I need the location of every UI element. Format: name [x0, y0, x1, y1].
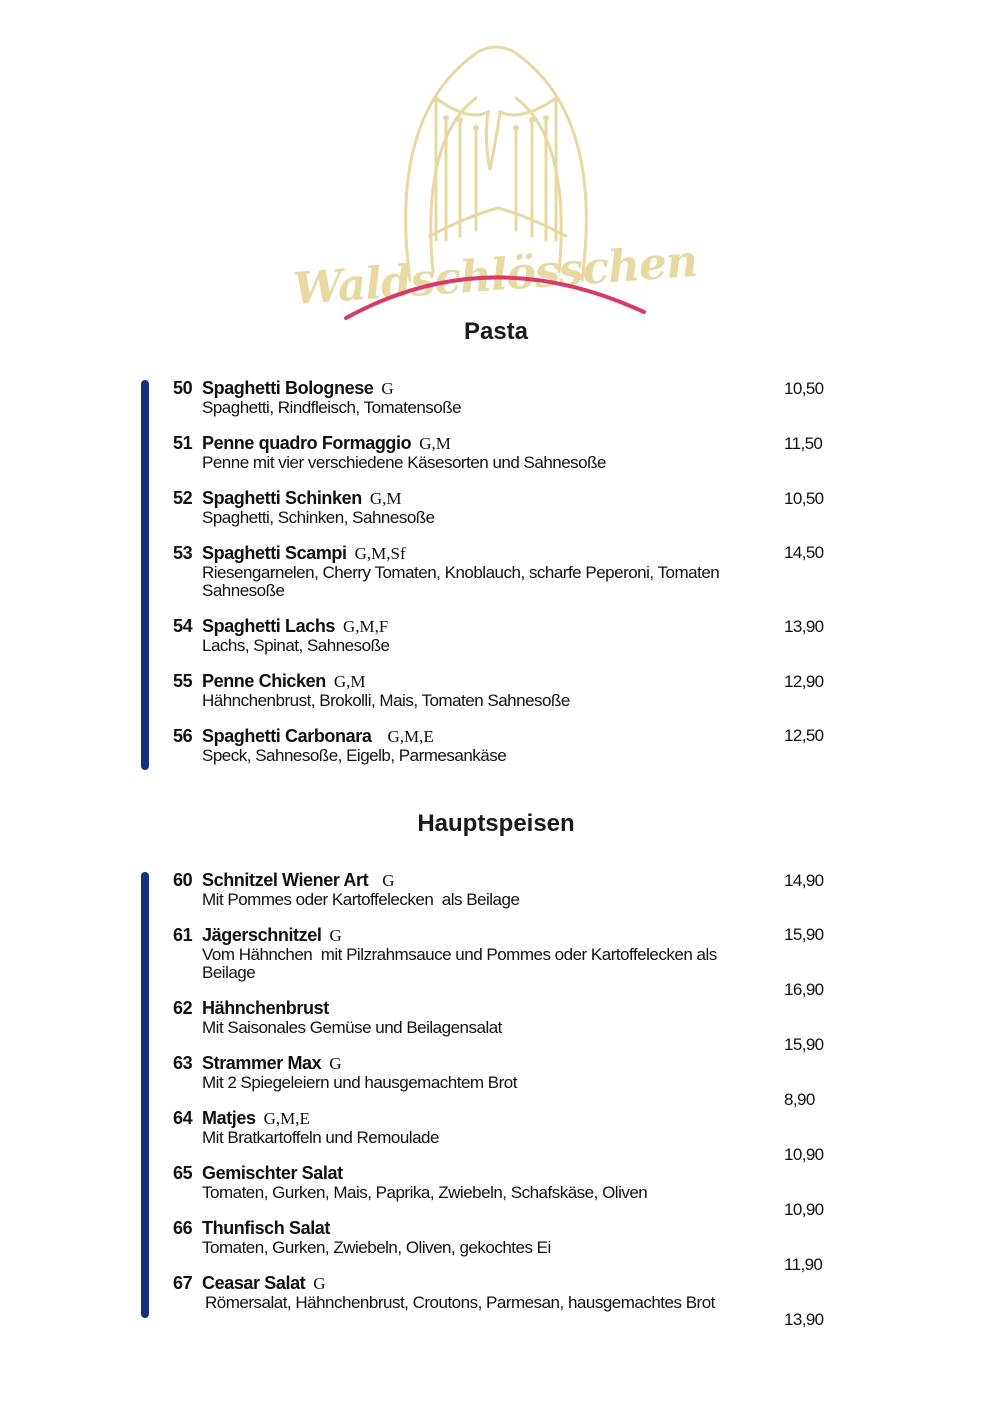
logo-wordmark: Waldschlösschen [291, 235, 699, 316]
item-description: Speck, Sahnesoße, Eigelb, Parmesankäse [202, 746, 507, 765]
item-description: Spaghetti, Rindfleisch, Tomatensoße [202, 398, 462, 417]
item-name: Strammer Max [202, 1053, 322, 1073]
item-price-extra: 13,90 [784, 1310, 824, 1329]
item-name: Schnitzel Wiener Art [202, 870, 369, 890]
item-description: Mit Bratkartoffeln und Remoulade [202, 1128, 439, 1147]
item-name: Penne Chicken [202, 671, 326, 691]
item-price-56: 12,50 [784, 726, 824, 745]
menu-item-67: 67 Ceasar Salat G Römersalat, Hähnchenbrust, Croutons, Parmesan, hausgemachtes Brot [173, 1273, 773, 1312]
menu-item-62: 62 Hähnchenbrust Mit Saisonales Gemüse und Beilagensalat [173, 998, 773, 1037]
item-allergens: G [329, 926, 342, 945]
item-description: Tomaten, Gurken, Zwiebeln, Oliven, gekochtes Ei [202, 1238, 551, 1257]
item-allergens: G,M [333, 672, 366, 691]
item-price-50: 10,50 [784, 379, 824, 398]
item-price-64: 8,90 [784, 1090, 815, 1109]
item-price-53: 14,50 [784, 543, 824, 562]
item-name: Ceasar Salat [202, 1273, 306, 1293]
menu-item-61: 61 Jägerschnitzel G Vom Hähnchen mit Pilzrahmsauce und Pommes oder Kartoffelecken als Beilage [173, 925, 773, 982]
item-description: Mit Saisonales Gemüse und Beilagensalat [202, 1018, 502, 1037]
menu-item-60: 60 Schnitzel Wiener Art G Mit Pommes oder Kartoffelecken als Beilage [173, 870, 773, 909]
item-allergens: G [381, 379, 394, 398]
item-price-67: 11,90 [784, 1255, 823, 1274]
item-description: Lachs, Spinat, Sahnesoße [202, 636, 390, 655]
restaurant-logo [291, 40, 699, 325]
item-price-55: 12,90 [784, 672, 824, 691]
item-description: Penne mit vier verschiedene Käsesorten und Sahnesoße [202, 453, 606, 472]
menu-item-53: 53 Spaghetti Scampi G,M,Sf Riesengarnelen, Cherry Tomaten, Knoblauch, scharfe Peperoni, Tomaten Sahnesoße [173, 543, 773, 600]
item-price-63: 15,90 [784, 1035, 824, 1054]
item-allergens: G,M,E [263, 1109, 310, 1128]
item-name: Thunfisch Salat [202, 1218, 331, 1238]
item-name: Penne quadro Formaggio [202, 433, 412, 453]
item-allergens: G,M,E [387, 727, 434, 746]
item-name: Spaghetti Schinken [202, 488, 362, 508]
menu-item-64: 64 Matjes G,M,E Mit Bratkartoffeln und Remoulade [173, 1108, 773, 1147]
item-name: Spaghetti Lachs [202, 616, 336, 636]
menu-item-51: 51 Penne quadro Formaggio G,M Penne mit vier verschiedene Käsesorten und Sahnesoße [173, 433, 773, 472]
item-name: Spaghetti Carbonara [202, 726, 372, 746]
menu-item-55: 55 Penne Chicken G,M Hähnchenbrust, Brokolli, Mais, Tomaten Sahnesoße [173, 671, 773, 710]
section-title-pasta: Pasta [463, 318, 529, 345]
item-name: Jägerschnitzel [202, 925, 322, 945]
item-allergens: G,M [419, 434, 451, 453]
menu-item-65: 65 Gemischter Salat Tomaten, Gurken, Mais, Paprika, Zwiebeln, Schafskäse, Oliven [173, 1163, 773, 1202]
item-description: Mit Pommes oder Kartoffelecken als Beilage [202, 890, 520, 909]
section-title-hauptspeisen: Hauptspeisen [417, 810, 575, 837]
section-bar-pasta [141, 380, 149, 770]
item-allergens: G [313, 1274, 326, 1293]
item-price-52: 10,50 [784, 489, 824, 508]
item-price-62: 16,90 [784, 980, 824, 999]
menu-item-56: 56 Spaghetti Carbonara G,M,E Speck, Sahnesoße, Eigelb, Parmesankäse [173, 726, 773, 765]
item-allergens: G,M [369, 489, 402, 508]
item-price-54: 13,90 [784, 617, 824, 636]
item-name: Hähnchenbrust [202, 998, 329, 1018]
item-name: Matjes [202, 1108, 256, 1128]
item-allergens: G,M,F [343, 617, 389, 636]
menu-item-54: 54 Spaghetti Lachs G,M,F Lachs, Spinat, Sahnesoße [173, 616, 773, 655]
item-name: Gemischter Salat [202, 1163, 343, 1183]
item-name: Spaghetti Bolognese [202, 378, 374, 398]
logo-figure [436, 98, 556, 170]
item-price-66: 10,90 [784, 1200, 824, 1219]
item-price-61: 15,90 [784, 925, 824, 944]
item-description: Mit 2 Spiegeleiern und hausgemachtem Brot [202, 1073, 517, 1092]
menu-item-66: 66 Thunfisch Salat Tomaten, Gurken, Zwiebeln, Oliven, gekochtes Ei [173, 1218, 773, 1257]
item-description: Vom Hähnchen mit Pilzrahmsauce und Pommes oder Kartoffelecken als Beilage [202, 945, 721, 982]
item-description: Tomaten, Gurken, Mais, Paprika, Zwiebeln, Schafskäse, Oliven [202, 1183, 648, 1202]
item-name: Spaghetti Scampi [202, 543, 347, 563]
menu-item-52: 52 Spaghetti Schinken G,M Spaghetti, Schinken, Sahnesoße [173, 488, 773, 527]
menu-item-50: 50 Spaghetti Bolognese G Spaghetti, Rindfleisch, Tomatensoße [173, 378, 773, 417]
item-allergens: G [382, 871, 395, 890]
item-description: Römersalat, Hähnchenbrust, Croutons, Parmesan, hausgemachtes Brot [205, 1293, 715, 1312]
menu-item-63: 63 Strammer Max G Mit 2 Spiegeleiern und hausgemachtem Brot [173, 1053, 773, 1092]
item-price-60: 14,90 [784, 871, 824, 890]
item-allergens: G [329, 1054, 342, 1073]
item-allergens: G,M,Sf [354, 544, 406, 563]
item-price-65: 10,90 [784, 1145, 824, 1164]
section-bar-hauptspeisen [141, 872, 149, 1318]
item-description: Spaghetti, Schinken, Sahnesoße [202, 508, 435, 527]
item-price-51: 11,50 [784, 434, 823, 453]
item-description: Riesengarnelen, Cherry Tomaten, Knoblauch, scharfe Peperoni, Tomaten Sahnesoße [202, 563, 720, 600]
logo-arch-inner [431, 98, 476, 272]
item-description: Hähnchenbrust, Brokolli, Mais, Tomaten Sahnesoße [202, 691, 570, 710]
